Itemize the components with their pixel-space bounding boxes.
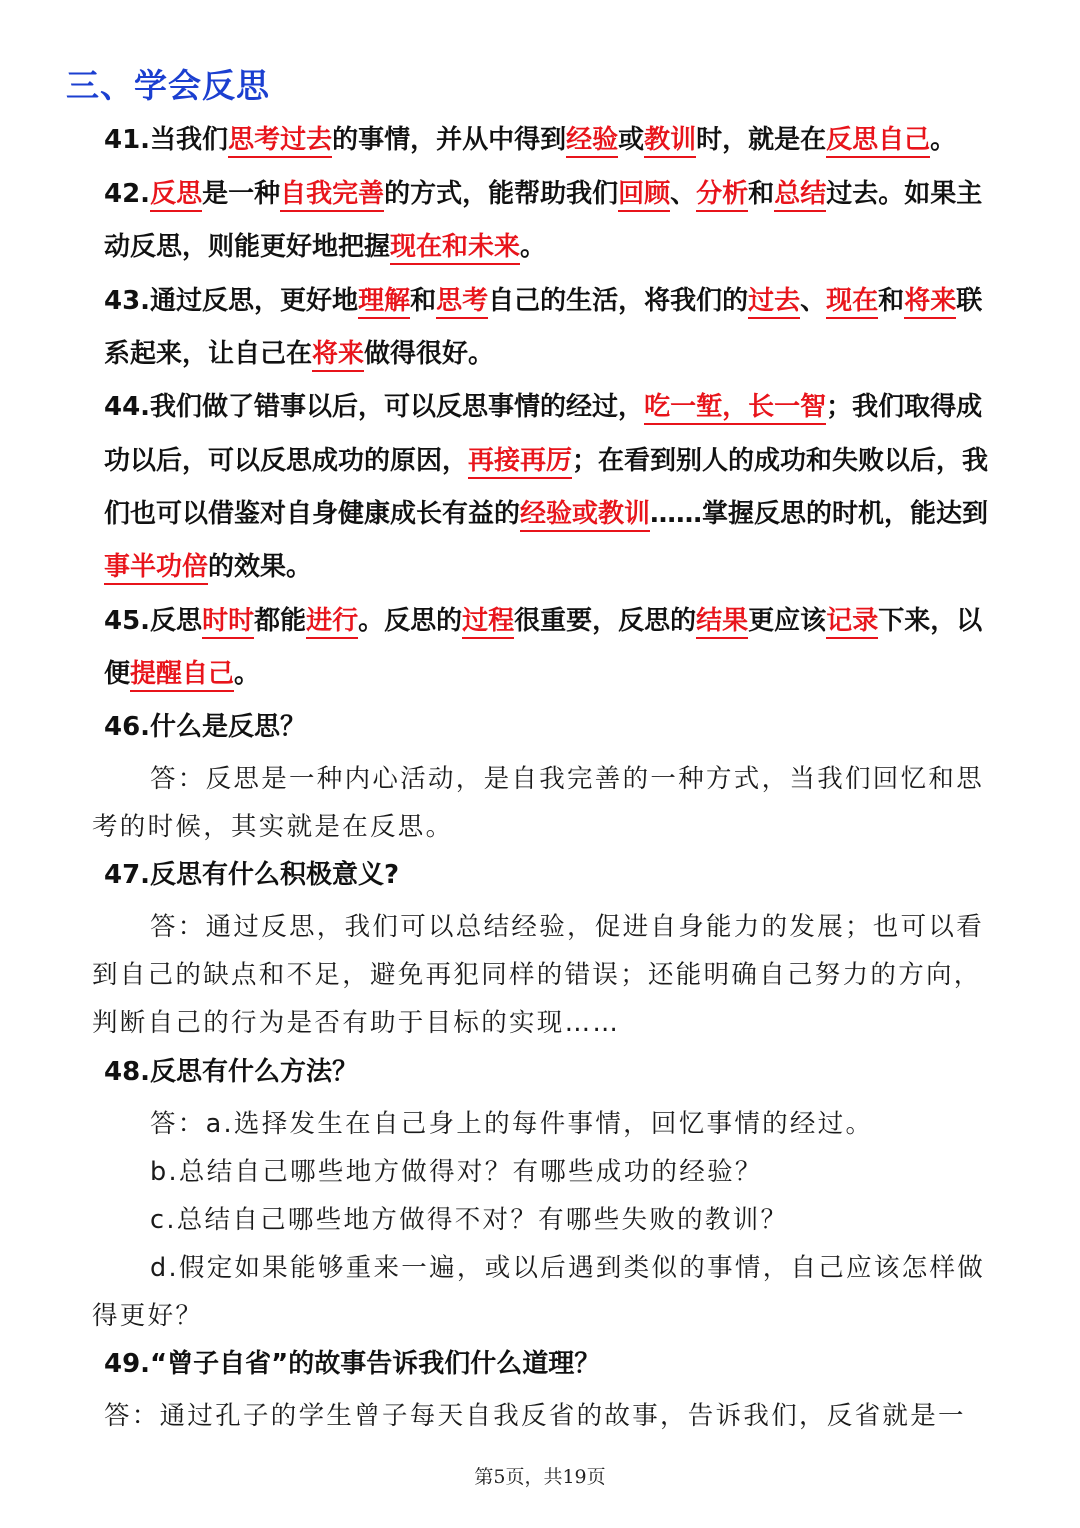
- statement-text: 和: [748, 179, 775, 209]
- statement-text: 联: [956, 286, 983, 316]
- statement-text: ；我们取得成: [826, 392, 983, 422]
- answer-keyword: 反思自己: [826, 125, 930, 158]
- item-42-line: [104, 174, 982, 214]
- statement-text: 都能: [254, 606, 307, 636]
- statement-text: 们也可以借鉴对自身健康成长有益的: [104, 499, 521, 529]
- answer-keyword: 再接再厉: [468, 446, 572, 479]
- answer-46-line: 考的时候，其实就是在反思。: [92, 812, 454, 842]
- answer-keyword: 进行: [306, 606, 358, 639]
- statement-text: ……掌握反思的时机，能达到: [650, 499, 989, 529]
- answer-48-line: 得更好？: [92, 1301, 204, 1331]
- item-42-line: [104, 227, 546, 267]
- answer-46-line: 答：反思是一种内心活动，是自我完善的一种方式，当我们回忆和思: [150, 764, 985, 794]
- statement-text: 43.通过反思，更好地: [104, 286, 359, 316]
- answer-keyword: 经验: [566, 125, 618, 158]
- question-46: 46.什么是反思？: [104, 712, 307, 742]
- statement-text: 44.我们做了错事以后，可以反思事情的经过，: [104, 392, 645, 422]
- item-45-line: [104, 601, 982, 641]
- answer-keyword: 提醒自己: [130, 659, 234, 692]
- statement-text: 便: [104, 659, 131, 689]
- statement-text: 功以后，可以反思成功的原因，: [104, 446, 469, 476]
- answer-keyword: 现在和未来: [390, 232, 520, 265]
- item-45-line: [104, 654, 260, 694]
- statement-text: 42.: [104, 179, 151, 209]
- answer-keyword: 结果: [696, 606, 748, 639]
- item-41-line: [104, 120, 956, 160]
- answer-48-line: c.总结自己哪些地方做得不对？有哪些失败的教训？: [150, 1205, 789, 1235]
- answer-49-line: 答：通过孔子的学生曾子每天自我反省的故事，告诉我们，反省就是一: [104, 1401, 966, 1431]
- statement-text: ；在看到别人的成功和失败以后，我: [572, 446, 989, 476]
- answer-48-line: d.假定如果能够重来一遍，或以后遇到类似的事情，自己应该怎样做: [150, 1253, 986, 1283]
- section-heading: 三、学会反思: [66, 66, 270, 105]
- statement-text: 的事情，并从中得到: [332, 125, 567, 155]
- item-43-line: [104, 334, 494, 374]
- answer-keyword: 教训: [644, 125, 696, 158]
- statement-text: 和: [410, 286, 437, 316]
- item-44-line: [104, 441, 988, 481]
- answer-keyword: 思考: [436, 286, 488, 319]
- item-43-line: [104, 281, 982, 321]
- statement-text: 做得很好。: [364, 339, 495, 369]
- answer-48-line: 答：a.选择发生在自己身上的每件事情，回忆事情的经过。: [150, 1109, 874, 1139]
- question-48: 48.反思有什么方法？: [104, 1057, 359, 1087]
- answer-48-line: b.总结自己哪些地方做得对？有哪些成功的经验？: [150, 1157, 763, 1187]
- item-44-line: [104, 494, 988, 534]
- statement-text: 自己的生活，将我们的: [488, 286, 749, 316]
- question-47: 47.反思有什么积极意义?: [104, 860, 400, 890]
- statement-text: 系起来，让自己在: [104, 339, 313, 369]
- answer-keyword: 分析: [696, 179, 748, 212]
- answer-keyword: 反思: [150, 179, 202, 212]
- answer-keyword: 过程: [462, 606, 514, 639]
- statement-text: 41.当我们: [104, 125, 229, 155]
- statement-text: 更应该: [748, 606, 827, 636]
- answer-keyword: 现在: [826, 286, 878, 319]
- statement-text: 很重要，反思的: [514, 606, 697, 636]
- answer-keyword: 记录: [826, 606, 878, 639]
- statement-text: 45.反思: [104, 606, 203, 636]
- statement-text: 。反思的: [358, 606, 463, 636]
- answer-keyword: 自我完善: [280, 179, 384, 212]
- page-footer: 第5页，共19页: [474, 1466, 606, 1488]
- question-49: 49.“曾子自省”的故事告诉我们什么道理？: [104, 1349, 601, 1379]
- statement-text: 时，就是在: [696, 125, 827, 155]
- statement-text: 或: [618, 125, 645, 155]
- statement-text: 。: [234, 659, 261, 689]
- answer-keyword: 吃一堑，长一智: [644, 392, 826, 425]
- statement-text: 。: [930, 125, 957, 155]
- statement-text: 动反思，则能更好地把握: [104, 232, 391, 262]
- answer-47-line: 到自己的缺点和不足，避免再犯同样的错误；还能明确自己努力的方向，: [92, 960, 982, 990]
- answer-keyword: 思考过去: [228, 125, 332, 158]
- statement-text: 是一种: [202, 179, 281, 209]
- statement-text: 的方式，能帮助我们: [384, 179, 619, 209]
- answer-keyword: 总结: [774, 179, 826, 212]
- answer-keyword: 时时: [202, 606, 254, 639]
- answer-keyword: 回顾: [618, 179, 670, 212]
- statement-text: 的效果。: [208, 552, 313, 582]
- statement-text: 、: [800, 286, 827, 316]
- item-44-line: [104, 387, 982, 427]
- answer-keyword: 经验或教训: [520, 499, 650, 532]
- statement-text: 、: [670, 179, 697, 209]
- statement-text: 。: [520, 232, 547, 262]
- answer-keyword: 过去: [748, 286, 800, 319]
- answer-47-line: 答：通过反思，我们可以总结经验，促进自身能力的发展；也可以看: [150, 912, 985, 942]
- answer-keyword: 事半功倍: [104, 552, 208, 585]
- answer-keyword: 将来: [312, 339, 364, 372]
- answer-keyword: 将来: [904, 286, 956, 319]
- answer-keyword: 理解: [358, 286, 410, 319]
- answer-47-line: 判断自己的行为是否有助于目标的实现……: [92, 1008, 621, 1038]
- statement-text: 和: [878, 286, 905, 316]
- statement-text: 下来，以: [878, 606, 983, 636]
- statement-text: 过去。如果主: [826, 179, 983, 209]
- item-44-line: [104, 547, 312, 587]
